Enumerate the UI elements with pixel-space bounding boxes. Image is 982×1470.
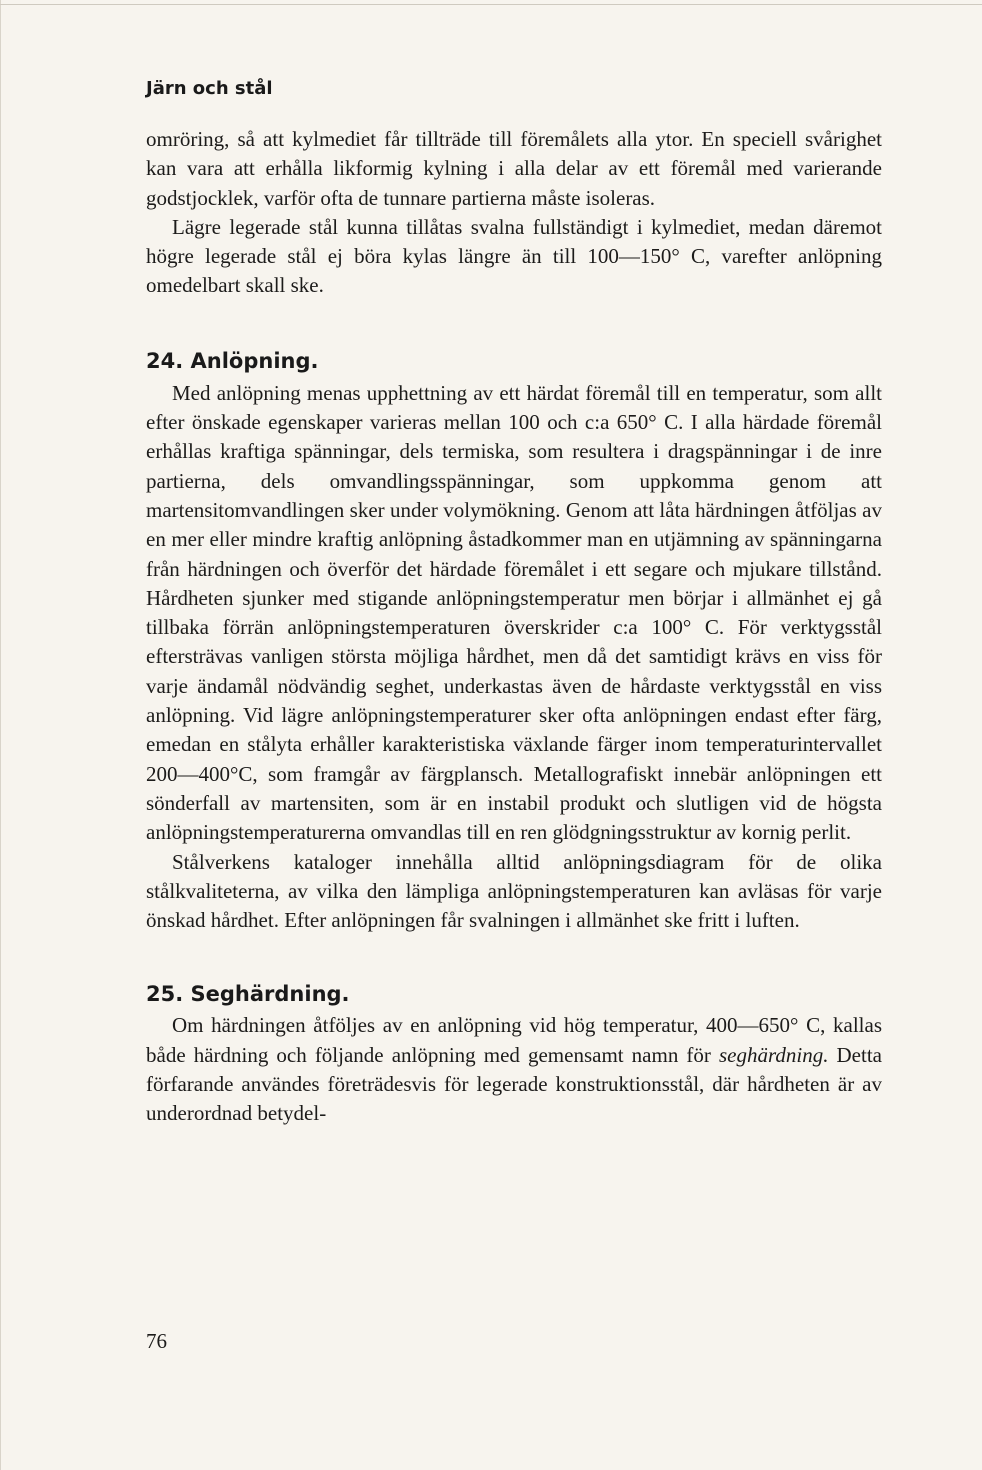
term-seghardning: seghärdning.	[718, 1042, 829, 1067]
paragraph-seghardning	[146, 1011, 882, 1128]
page-edge	[0, 0, 1, 1470]
book-page	[146, 78, 882, 1129]
paragraph-anlopning-2: Stålverkens kataloger innehålla alltid anlöpningsdiagram för de olika stålkvaliteterna, av vilka den lämpliga anlöpningstemperaturen kan avläsas för varje önskad hårdhet. Efter anlöpningen får svalningen i allmänhet ske fritt i luften.	[146, 849, 882, 933]
section-heading-anlopning: 24. Anlöpning.	[146, 348, 319, 373]
page-number: 76	[146, 1329, 167, 1353]
paragraph-intro-2: Lägre legerade stål kunna tillåtas svalna fullständigt i kylmediet, medan däremot högre legerade stål ej böra kylas längre än till 100—150° C, varefter anlöpning omedelbart skall ske.	[146, 214, 882, 298]
paragraph-anlopning-1: Med anlöpning menas upphettning av ett härdat föremål till en temperatur, som allt efter önskade egenskaper varieras mellan 100 och c:a 650° C. I alla härdade föremål erhållas kraftiga spänningar, dels termiska, som resultera i dragspänningar i de inre partierna, dels omvandlingsspänningar, som uppkomma genom att martensitomvandlingen sker under volymökning. Genom att låta härdningen åtföljas av en mer eller mindre kraftig anlöpning åstadkommer man en utjämning av spänningarna från härdningen och överför det härdade föremålet i ett segare och mjukare tillstånd. Hårdheten sjunker med stigande anlöpningstemperatur men börjar i allmänhet ej gå tillbaka förrän anlöpningstemperaturen överskrider c:a 100° C. För verktygsstål eftersträvas vanligen största möjliga hårdhet, men då det samtidigt krävs en viss för varje ändamål nödvändig seghet, underkastas även de hårdaste verktygsstål en viss anlöpning. Vid lägre anlöpningstemperaturer sker ofta anlöpningen endast efter färg, emedan en stålyta erhåller karakteristiska växlande färger inom temperaturintervallet 200—400°C, som framgår av färgplansch. Metallografiskt innebär anlöpningen ett sönderfall av martensiten, som är en instabil produkt och slutligen vid de högsta anlöpningstemperaturerna omvandlas till en ren glödgningsstruktur av kornig perlit.	[146, 380, 882, 845]
paragraph-intro-1: omröring, så att kylmediet får tillträde till föremålets alla ytor. En speciell svårighet kan vara att erhålla likformig kylning i alla delar av ett föremål med varierande godstjocklek, varför ofta de tunnare partierna måste isoleras.	[146, 127, 882, 210]
top-rule	[0, 4, 982, 5]
section-heading-seghardning: 25. Seghärdning.	[146, 982, 350, 1007]
paragraph-seghardning-part-2: Detta förfarande användes företrädesvis för legerade konstruktionsstål, där hårdheten är av underordnad betydel-	[146, 1042, 882, 1126]
paragraph-seghardning-part-1: Om härdningen åtföljes av en anlöpning vid hög temperatur, 400—650° C, kallas både härdning och följande anlöpning med gemensamt namn för	[146, 1013, 882, 1067]
running-head: Järn och stål	[146, 78, 273, 99]
